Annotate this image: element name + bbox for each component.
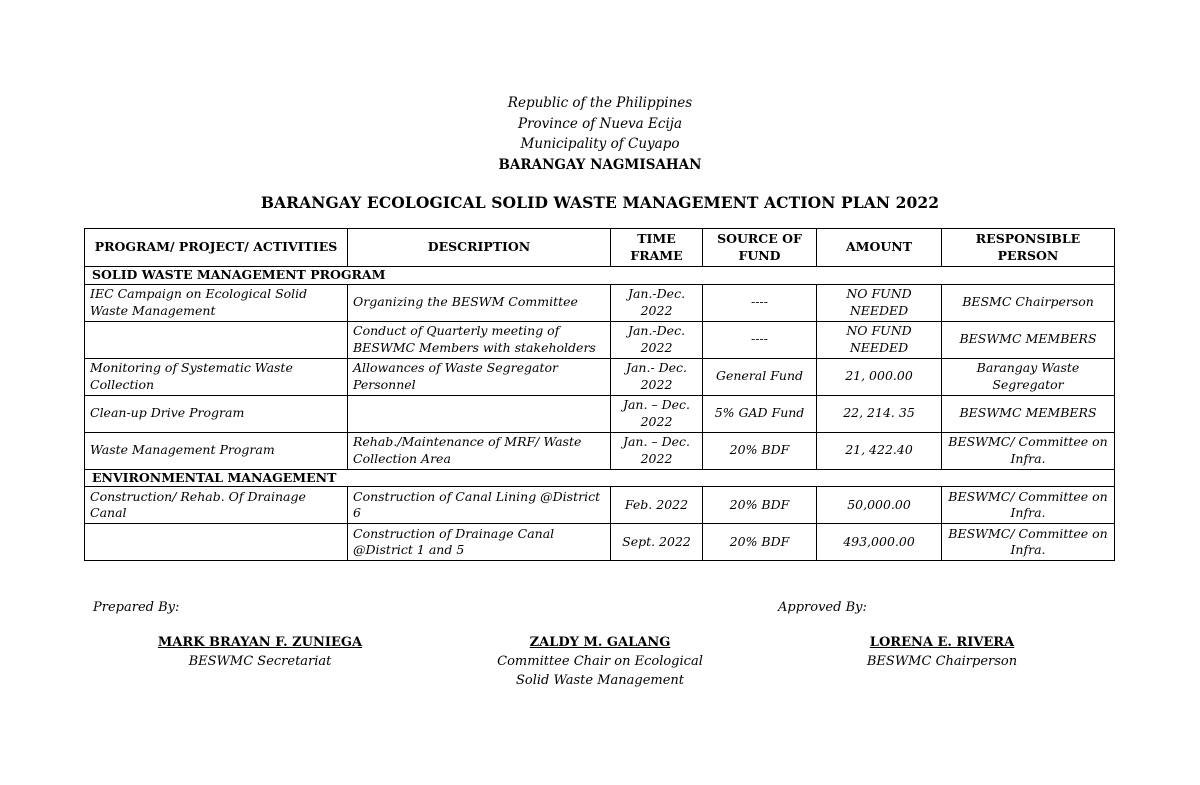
cell-description: [348, 395, 611, 432]
section-title: SOLID WASTE MANAGEMENT PROGRAM: [85, 267, 1115, 285]
cell-amount: 21, 000.00: [817, 358, 942, 395]
signatory-name: ZALDY M. GALANG: [529, 635, 671, 650]
cell-time-frame: Jan.-Dec. 2022: [611, 321, 703, 358]
cell-program: [85, 321, 348, 358]
cell-amount: 493,000.00: [817, 524, 942, 561]
cell-amount: 50,000.00: [817, 487, 942, 524]
cell-source: 20% BDF: [703, 524, 817, 561]
table-header-row: [85, 229, 1115, 267]
signatory-position: BESWMC Secretariat: [188, 654, 332, 669]
cell-amount: NO FUND NEEDED: [817, 321, 942, 358]
cell-description: Conduct of Quarterly meeting of BESWMC Members with stakeholders: [348, 321, 611, 358]
signatory-name: MARK BRAYAN F. ZUNIEGA: [157, 635, 363, 650]
cell-responsible: BESWMC/ Committee on Infra.: [942, 487, 1115, 524]
section-row: [85, 267, 1115, 285]
table-row: [85, 358, 1115, 395]
cell-description: Rehab./Maintenance of MRF/ Waste Collection Area: [348, 432, 611, 469]
cell-description: Organizing the BESWM Committee: [348, 284, 611, 321]
cell-time-frame: Jan.-Dec. 2022: [611, 284, 703, 321]
cell-source: 20% BDF: [703, 432, 817, 469]
cell-source: ----: [703, 284, 817, 321]
section-row: [85, 469, 1115, 487]
cell-time-frame: Jan. – Dec. 2022: [611, 395, 703, 432]
col-header-time-frame: TIME FRAME: [611, 229, 703, 267]
cell-time-frame: Jan. – Dec. 2022: [611, 432, 703, 469]
prepared-by-text: Prepared By:: [93, 600, 180, 615]
cell-time-frame: Feb. 2022: [611, 487, 703, 524]
table-row: [85, 321, 1115, 358]
cell-responsible: BESMC Chairperson: [942, 284, 1115, 321]
col-header-source: SOURCE OF FUND: [703, 229, 817, 267]
table-row: [85, 524, 1115, 561]
signatory-name: LORENA E. RIVERA: [869, 635, 1015, 650]
signatory-position: BESWMC Chairperson: [866, 654, 1018, 669]
cell-responsible: BESWMC/ Committee on Infra.: [942, 432, 1115, 469]
cell-program: Construction/ Rehab. Of Drainage Canal: [85, 487, 348, 524]
cell-responsible: BESWMC/ Committee on Infra.: [942, 524, 1115, 561]
table-row: [85, 284, 1115, 321]
approved-by-text: Approved By:: [778, 600, 867, 615]
cell-responsible: BESWMC MEMBERS: [942, 321, 1115, 358]
cell-description: Construction of Drainage Canal @District 1 and 5: [348, 524, 611, 561]
cell-program: IEC Campaign on Ecological Solid Waste Management: [85, 284, 348, 321]
cell-program: Clean-up Drive Program: [85, 395, 348, 432]
cell-amount: NO FUND NEEDED: [817, 284, 942, 321]
cell-program: Waste Management Program: [85, 432, 348, 469]
signatory-position-line2: Solid Waste Management: [515, 673, 685, 688]
header-province: Province of Nueva Ecija: [518, 115, 682, 132]
col-header-responsible: RESPONSIBLE PERSON: [942, 229, 1115, 267]
col-header-description: DESCRIPTION: [348, 229, 611, 267]
signatory-prepared: [130, 633, 390, 671]
cell-description: Allowances of Waste Segregator Personnel: [348, 358, 611, 395]
cell-program: [85, 524, 348, 561]
table-row: [85, 487, 1115, 524]
col-header-amount: AMOUNT: [817, 229, 942, 267]
table-row: [85, 395, 1115, 432]
prepared-by-label: [93, 598, 179, 617]
section-title: ENVIRONMENTAL MANAGEMENT: [85, 469, 1115, 487]
col-header-program: PROGRAM/ PROJECT/ ACTIVITIES: [85, 229, 348, 267]
cell-responsible: BESWMC MEMBERS: [942, 395, 1115, 432]
cell-source: 20% BDF: [703, 487, 817, 524]
signatory-committee: [460, 633, 740, 690]
cell-responsible: Barangay Waste Segregator: [942, 358, 1115, 395]
table-row: [85, 432, 1115, 469]
cell-source: ----: [703, 321, 817, 358]
cell-source: General Fund: [703, 358, 817, 395]
cell-source: 5% GAD Fund: [703, 395, 817, 432]
cell-description: Construction of Canal Lining @District 6: [348, 487, 611, 524]
cell-amount: 21, 422.40: [817, 432, 942, 469]
signatory-position-line1: Committee Chair on Ecological: [497, 654, 703, 669]
signatory-approved: [812, 633, 1072, 671]
document-title: BARANGAY ECOLOGICAL SOLID WASTE MANAGEMENT ACTION PLAN 2022: [260, 193, 940, 212]
header-barangay: BARANGAY NAGMISAHAN: [498, 156, 702, 173]
document-header: [0, 93, 1200, 175]
approved-by-label: [778, 598, 867, 617]
cell-time-frame: Sept. 2022: [611, 524, 703, 561]
cell-program: Monitoring of Systematic Waste Collection: [85, 358, 348, 395]
action-plan-table: [84, 228, 1115, 561]
cell-time-frame: Jan.- Dec. 2022: [611, 358, 703, 395]
header-municipality: Municipality of Cuyapo: [520, 136, 680, 152]
cell-amount: 22, 214. 35: [817, 395, 942, 432]
header-republic: Republic of the Philippines: [507, 95, 693, 111]
